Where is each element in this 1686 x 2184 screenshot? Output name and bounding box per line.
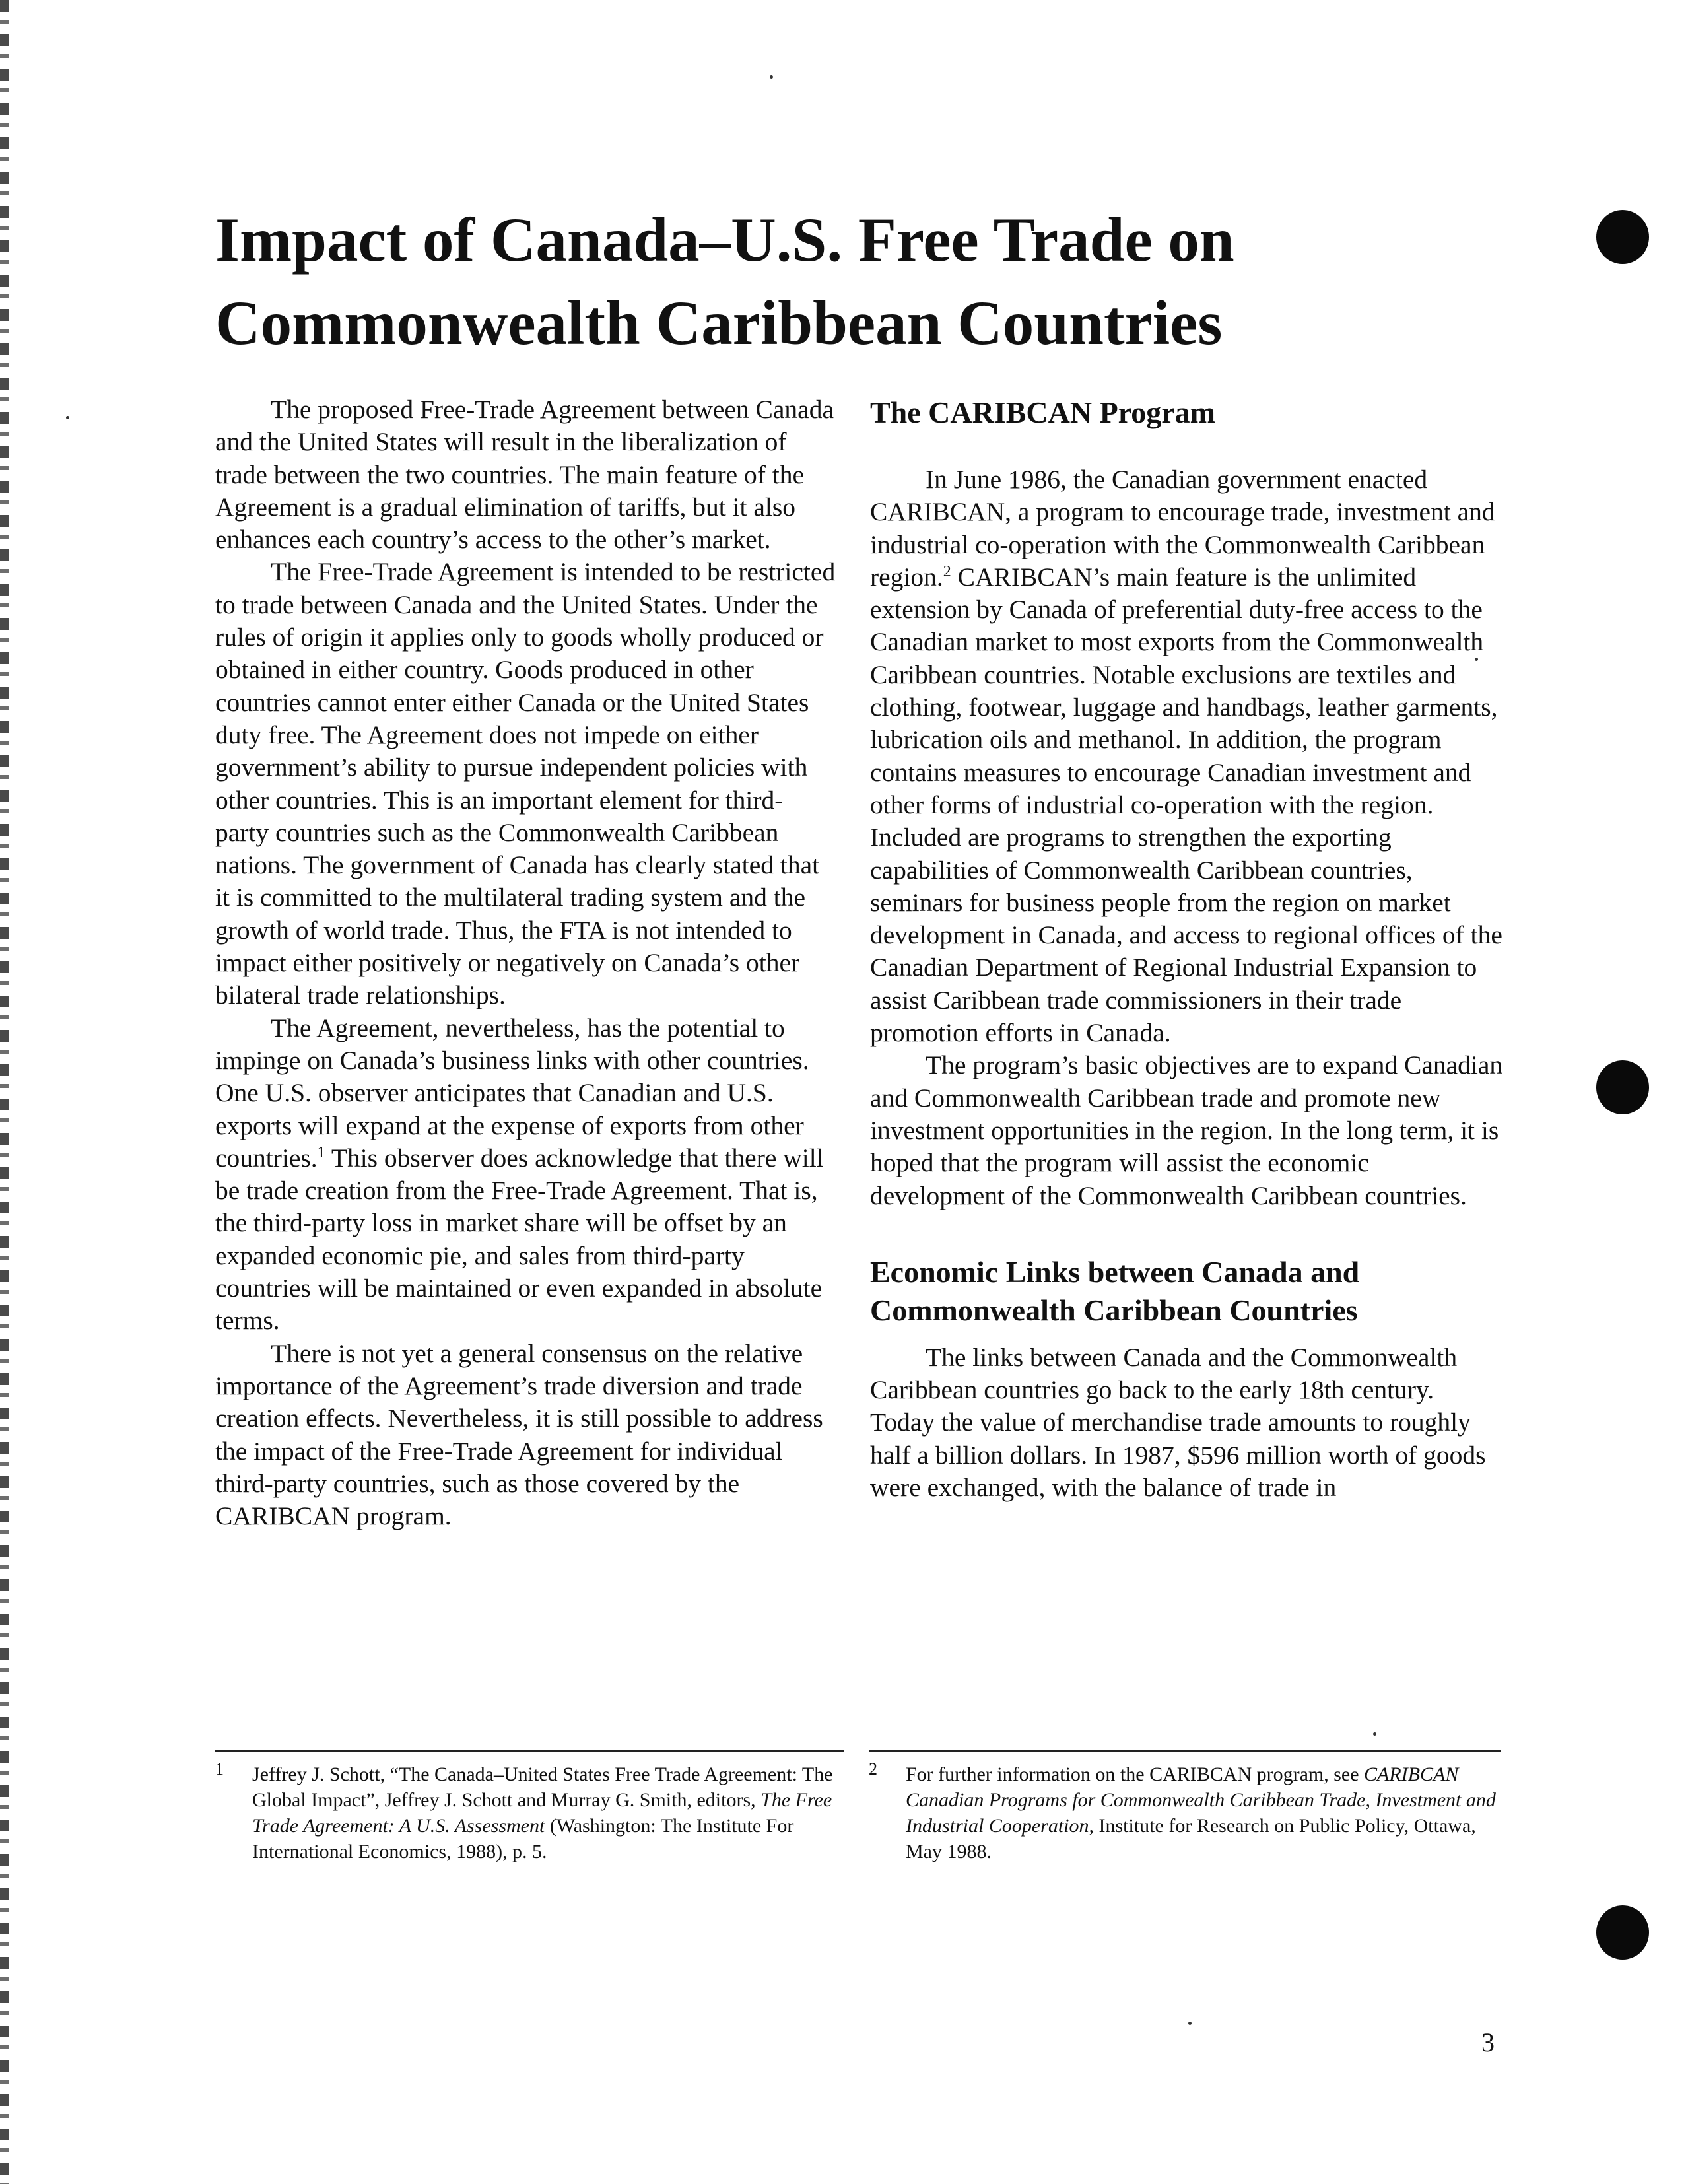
- paragraph-text: In June 1986, the Canadian government enacted CARIBCAN, a program to encourage trade, investment and industrial co-operation with the Commonwealth Caribbean region.: [870, 465, 1495, 592]
- punch-hole: [1596, 210, 1649, 264]
- paragraph: The Free-Trade Agreement is intended to be restricted to trade between Canada and the United States. Under the rules of origin it applies only to goods wholly produced or obtained in either country. Goods produced in other countries cannot enter either Canada or the United States duty free. The Agreement does not impede on either government’s ability to pursue independent policies with other countries. This is an important element for third-party countries such as the Commonwealth Caribbean nations. The government of Canada has clearly stated that it is committed to the multilateral trading system and the growth of world trade. Thus, the FTA is not intended to impact either positively or negatively on Canada’s other bilateral trade relationships.: [215, 557, 836, 1010]
- paragraph: [215, 1012, 836, 1338]
- punch-hole: [1596, 1905, 1649, 1960]
- footnote-title: CARIBCAN Canadian Programs for Commonwealth Caribbean Trade, Investment and Industrial Cooperation: [906, 1763, 1496, 1837]
- footnote-text-part: (Washington: The Institute For International Economics, 1988), p. 5.: [252, 1815, 794, 1862]
- footnote-text: [906, 1761, 1502, 1864]
- scan-speck: [1188, 2022, 1192, 2025]
- paragraph-text: This observer does acknowledge that there will be trade creation from the Free-Trade Agreement. That is, the third-party loss in market share will be offset by an expanded economic pie, and sales from third-party countries will be maintained or even expanded in absolute terms.: [215, 1143, 824, 1336]
- footnote-text-part: Jeffrey J. Schott, “The Canada–United States Free Trade Agreement: The Global Impact”, Jeffrey J. Schott and Murray G. Smith, editors,: [252, 1763, 833, 1811]
- footnote-ref: 2: [943, 563, 951, 580]
- scan-binder-edge: [0, 0, 9, 2184]
- paragraph: There is not yet a general consensus on the relative importance of the Agreement’s trade diversion and trade creation effects. Nevertheless, it is still possible to address the impact of the Free-Trade Agreement for individual third-party countries, such as those covered by the CARIBCAN program.: [215, 1338, 823, 1531]
- paragraph: The program’s basic objectives are to expand Canadian and Commonwealth Caribbean trade and promote new investment opportunities in the region. In the long term, it is hoped that the program will assist the economic development of the Commonwealth Caribbean countries.: [870, 1050, 1503, 1210]
- footnote-divider: [215, 1750, 844, 1752]
- footnote-title: The Free Trade Agreement: A U.S. Assessment: [252, 1789, 832, 1837]
- scan-speck: [1373, 1732, 1376, 1736]
- left-column: [215, 393, 836, 1532]
- paragraph: The proposed Free-Trade Agreement between Canada and the United States will result in the liberalization of trade between the two countries. The main feature of the Agreement is a gradual elimination of tariffs, but it also enhances each country’s access to the other’s market.: [215, 395, 834, 555]
- footnote-text-part: , Institute for Research on Public Policy, Ottawa, May 1988.: [906, 1815, 1476, 1862]
- paragraph-text: The Agreement, nevertheless, has the potential to impinge on Canada’s business links with other countries. One U.S. observer anticipates that Canadian and U.S. exports will expand at the expense of exports from other countries.: [215, 1013, 809, 1173]
- footnote-number: 2: [869, 1759, 877, 1779]
- footnote-text: [252, 1761, 836, 1864]
- scan-speck: [66, 416, 69, 419]
- footnote-ref: 1: [317, 1143, 325, 1161]
- paragraph: The links between Canada and the Commonwealth Caribbean countries go back to the early 18th century. Today the value of merchandise trade amounts to roughly half a billion dollars. In 1987, $596 million worth of goods were exchanged, with the balance of trade in: [870, 1342, 1486, 1503]
- page-number: 3: [1481, 2028, 1495, 2057]
- footnote: [869, 1761, 1502, 1864]
- footnote-divider: [869, 1750, 1501, 1752]
- section-heading: Economic Links between Canada and Commonwealth Caribbean Countries: [870, 1254, 1360, 1327]
- footnote-number: 1: [215, 1759, 224, 1779]
- section-heading: The CARIBCAN Program: [870, 395, 1216, 429]
- punch-hole: [1596, 1060, 1649, 1114]
- paragraph: [870, 463, 1504, 1049]
- right-column: [870, 393, 1504, 1504]
- scan-speck: [770, 75, 773, 79]
- page-title: Impact of Canada–U.S. Free Trade on Commonwealth Caribbean Countries: [215, 205, 1234, 358]
- footnote: [215, 1761, 836, 1864]
- paragraph-text: CARIBCAN’s main feature is the unlimited extension by Canada of preferential duty-free access to the Canadian market to most exports from the Commonwealth Caribbean countries. Notable exclusions are textiles and clothing, footwear, luggage and handbags, leather garments, lubrication oils and methanol. In addition, the program contains measures to encourage Canadian investment and other forms of industrial co-operation with the region. Included are programs to strengthen the exporting capabilities of Commonwealth Caribbean countries, seminars for business people from the region on market development in Canada, and access to regional offices of the Canadian Department of Regional Industrial Expansion to assist Caribbean trade commissioners in their trade promotion efforts in Canada.: [870, 562, 1502, 1048]
- footnote-text-part: For further information on the CARIBCAN program, see: [906, 1763, 1365, 1785]
